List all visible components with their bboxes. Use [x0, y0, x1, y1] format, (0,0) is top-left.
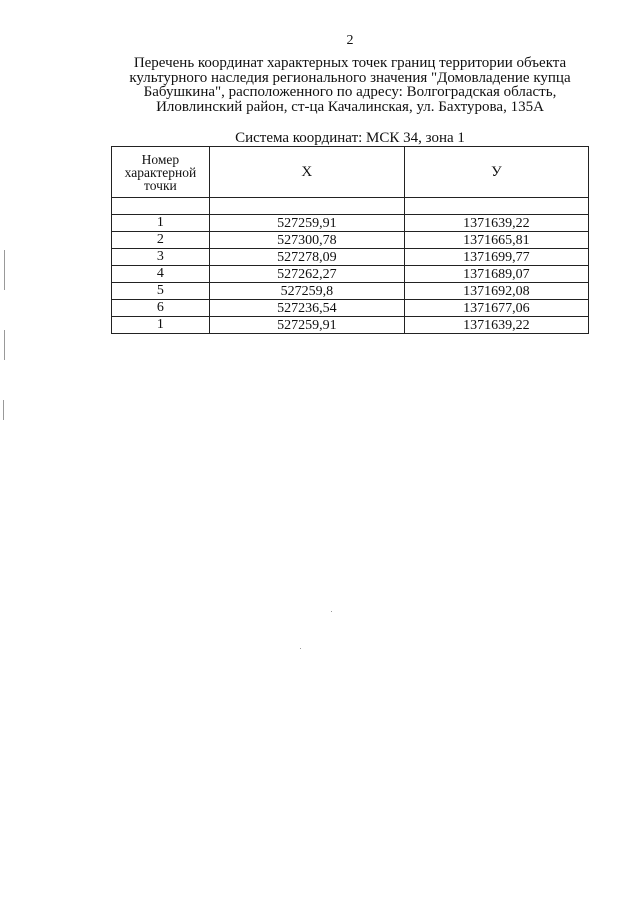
coordinate-system-caption: Система координат: МСК 34, зона 1 — [235, 130, 465, 146]
cell-x: 527300,78 — [209, 232, 404, 249]
spacer-cell — [209, 198, 404, 215]
cell-x: 527259,91 — [209, 215, 404, 232]
table-spacer-row — [112, 198, 589, 215]
table-row — [112, 317, 589, 334]
cell-y: 1371699,77 — [404, 249, 588, 266]
table-row — [112, 266, 589, 283]
table-header-row — [112, 147, 589, 198]
cell-x: 527278,09 — [209, 249, 404, 266]
scan-dot — [331, 611, 332, 612]
header-line: точки — [144, 177, 177, 193]
cell-x: 527259,91 — [209, 317, 404, 334]
cell-point-number: 5 — [112, 283, 210, 300]
cell-point-number: 2 — [112, 232, 210, 249]
page-number: 2 — [346, 33, 354, 48]
header-line: Номер — [141, 151, 180, 167]
cell-y: 1371639,22 — [404, 215, 588, 232]
cell-point-number: 4 — [112, 266, 210, 283]
cell-point-number: 3 — [112, 249, 210, 266]
scan-edge-mark — [4, 330, 5, 360]
table-row — [112, 232, 589, 249]
cell-y: 1371639,22 — [404, 317, 588, 334]
spacer-cell — [112, 198, 210, 215]
header-line: характерной — [124, 164, 197, 180]
spacer-cell — [404, 198, 588, 215]
table-row — [112, 249, 589, 266]
title-line: Бабушкина", расположенного по адресу: Волгоградская область, — [143, 84, 557, 100]
cell-y: 1371665,81 — [404, 232, 588, 249]
scan-edge-mark — [3, 400, 4, 420]
coordinates-table — [111, 146, 589, 334]
header-y: У — [404, 147, 588, 198]
cell-y: 1371677,06 — [404, 300, 588, 317]
cell-x: 527262,27 — [209, 266, 404, 283]
table-row — [112, 283, 589, 300]
cell-point-number: 6 — [112, 300, 210, 317]
table-row — [112, 300, 589, 317]
title-line: Перечень координат характерных точек границ территории объекта — [133, 55, 567, 71]
cell-point-number: 1 — [112, 317, 210, 334]
cell-y: 1371692,08 — [404, 283, 588, 300]
header-point-number — [112, 147, 210, 198]
scan-dot — [300, 648, 301, 649]
cell-x: 527259,8 — [209, 283, 404, 300]
header-x: X — [209, 147, 404, 198]
cell-point-number: 1 — [112, 215, 210, 232]
title-line: Иловлинский район, ст-ца Качалинская, ул. Бахтурова, 135А — [156, 98, 544, 115]
scan-edge-mark — [4, 250, 5, 290]
document-title — [100, 56, 600, 114]
cell-y: 1371689,07 — [404, 266, 588, 283]
table-row — [112, 215, 589, 232]
title-line: культурного наследия регионального значения "Домовладение купца — [129, 69, 571, 86]
cell-x: 527236,54 — [209, 300, 404, 317]
